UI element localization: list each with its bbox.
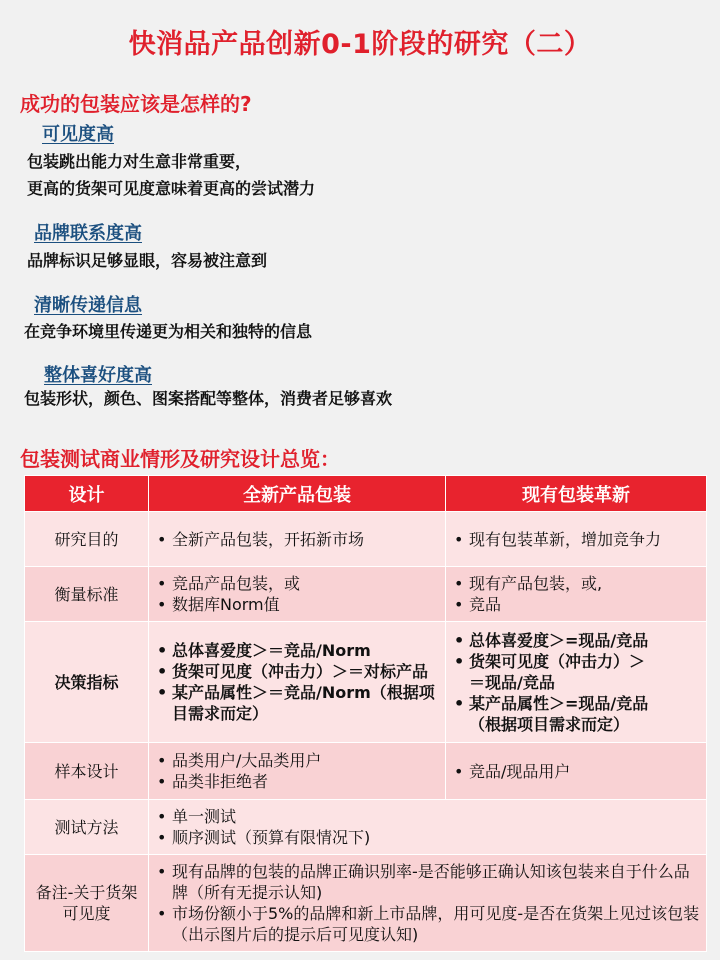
table-row [25, 743, 707, 800]
criterion-visibility-text [27, 148, 315, 202]
list-item: • 货架可见度（冲击力）＞＝对标产品 [155, 661, 439, 682]
list-item: • 某产品属性＞＝竞品/Norm（根据项目需求而定） [155, 682, 439, 724]
header-existing-package: 现有包装革新 [446, 476, 707, 512]
cell-purpose-new [149, 512, 446, 567]
list-item: • 总体喜爱度＞=现品/竞品 [452, 630, 700, 651]
list-item-continuation: ＝现品/竞品 [469, 672, 555, 692]
list-item: • 竞品产品包装，或 [155, 573, 439, 594]
list-item: • 现有品牌的包装的品牌正确识别率-是否能够正确认知该包装来自于什么品牌（所有无提示认知) [155, 861, 700, 903]
criterion-visibility-line: 包装跳出能力对生意非常重要， [27, 152, 252, 171]
cell-sample-existing [446, 743, 707, 800]
criterion-message-text: 在竞争环境里传递更为相关和独特的信息 [24, 322, 313, 341]
criterion-brand-text: 品牌标识足够显眼，容易被注意到 [27, 251, 268, 270]
cell-sample-new [149, 743, 446, 800]
table-row [25, 855, 707, 952]
criterion-brand-heading: 品牌联系度高 [34, 223, 142, 244]
list-item: • 数据库Norm值 [155, 594, 439, 615]
page-title: 快消品产品创新0-1阶段的研究（二） [128, 29, 592, 60]
table-header-row [25, 476, 707, 512]
header-design: 设计 [25, 476, 149, 512]
cell-decision-new [149, 622, 446, 743]
list-item: • 顺序测试（预算有限情况下) [155, 827, 700, 848]
cell-note [149, 855, 707, 952]
section-title: 包装测试商业情形及研究设计总览： [20, 447, 340, 471]
cell-decision-existing [446, 622, 707, 743]
criterion-liking-heading: 整体喜好度高 [44, 365, 152, 386]
cell-method [149, 800, 707, 855]
question-heading: 成功的包装应该是怎样的? [20, 92, 252, 116]
list-item: • 现有包装革新，增加竞争力 [452, 529, 700, 550]
list-item: • 竞品 [452, 594, 700, 615]
criterion-message-heading: 清晰传递信息 [34, 295, 142, 316]
table-row [25, 622, 707, 743]
list-item-continuation: （根据项目需求而定） [469, 714, 630, 734]
criterion-visibility-heading: 可见度高 [42, 124, 114, 145]
list-item: • 全新产品包装，开拓新市场 [155, 529, 439, 550]
list-item: • 现有产品包装，或, [452, 573, 700, 594]
list-item: • 品类非拒绝者 [155, 771, 439, 792]
cell-purpose-existing [446, 512, 707, 567]
cell-benchmark-new [149, 567, 446, 622]
list-item: • 总体喜爱度＞＝竞品/Norm [155, 640, 439, 661]
list-item [452, 651, 700, 672]
list-item: • 某产品属性＞=现品/竞品 [452, 693, 700, 714]
row-label-method: 测试方法 [25, 800, 149, 855]
table-row [25, 800, 707, 855]
row-label-decision: 决策指标 [25, 622, 149, 743]
header-new-package: 全新产品包装 [149, 476, 446, 512]
table-row [25, 567, 707, 622]
row-label-note: 备注-关于货架可见度 [25, 855, 149, 952]
list-item: • 品类用户/大品类用户 [155, 750, 439, 771]
criterion-visibility-line: 更高的货架可见度意味着更高的尝试潜力 [27, 179, 316, 198]
list-item: • 竞品/现品用户 [452, 761, 700, 782]
row-label-benchmark: 衡量标准 [25, 567, 149, 622]
list-item: • 市场份额小于5%的品牌和新上市品牌，用可见度-是否在货架上见过该包装（出示图片后的提示后可见度认知) [155, 903, 700, 945]
cell-benchmark-existing [446, 567, 707, 622]
criterion-liking-text: 包装形状，颜色、图案搭配等整体，消费者足够喜欢 [24, 389, 393, 408]
list-item-text: 货架可见度（冲击力）＞ [469, 651, 646, 671]
list-item: • 单一测试 [155, 806, 700, 827]
row-label-sample: 样本设计 [25, 743, 149, 800]
row-label-purpose: 研究目的 [25, 512, 149, 567]
table-row [25, 512, 707, 567]
design-overview-table [24, 475, 707, 952]
